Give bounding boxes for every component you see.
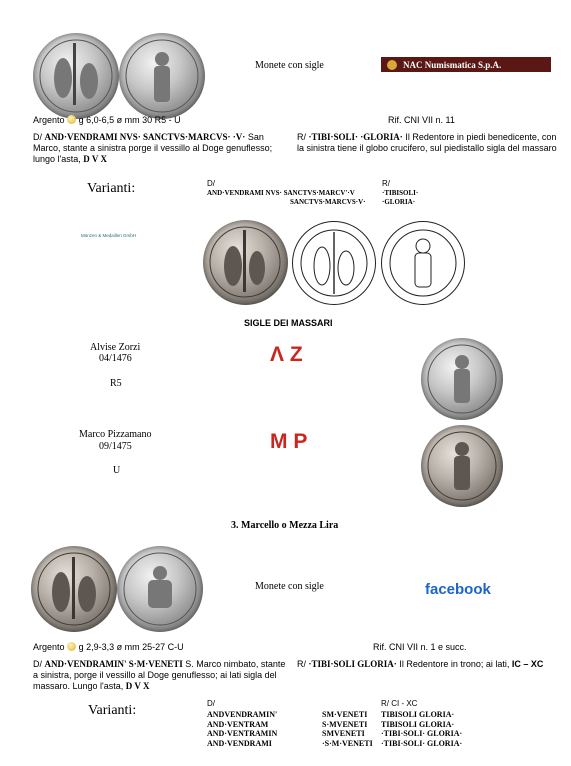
variant-col-doge xyxy=(207,710,277,748)
marcello-obverse-description: D/ AND·VENDRAMIN' S·M·VENETI S. Marco nimbato, stante a sinistra, porge il vessillo al Doge genuflesso; ai lati sigla del massaro. Lungo l'asta, D V X xyxy=(33,659,286,691)
silver-metal-icon xyxy=(67,642,76,651)
massaro-coin-image xyxy=(421,425,503,507)
variant-entry: S·MVENETI xyxy=(322,719,368,729)
variant-entry: ANDVENDRAMIN' xyxy=(207,710,278,719)
marcello-reverse-figure xyxy=(117,546,203,632)
massaro-sigla: Λ Z xyxy=(270,343,303,366)
variant-entry: SMVENETI xyxy=(322,729,365,738)
coin-reverse-figure xyxy=(119,33,205,119)
variant-r-line1: ·TIBISOLI· xyxy=(382,189,419,197)
marcello-rif-reference: Rif. CNI VII n. 1 e succ. xyxy=(373,642,467,652)
marcello-weight-line: Argento g 2,9-3,3 ø mm 25-27 C-U xyxy=(33,642,184,652)
reverse-legend: ·TIBI·SOLI· ·GLORIA· xyxy=(308,132,403,142)
variant-coin-drawing-reverse xyxy=(381,221,465,305)
massaro-sigla: M P xyxy=(270,430,308,453)
coin-obverse-figures xyxy=(33,33,119,119)
marcello-variant-r-label: R/ CI - XC xyxy=(381,699,418,708)
variant-entry: SM·VENETI xyxy=(322,710,368,719)
massaro-name: Alvise Zorzi xyxy=(90,342,141,353)
reverse-description: R/ ·TIBI·SOLI· ·GLORIA· Il Redentore in piedi benedicente, con la sinistra tiene il globo crucifero, sul piedistallo sigla del massaro xyxy=(297,132,557,153)
obverse-legend: AND·VENDRAMI NVS· SANCTVS·MARCVS· ·V· xyxy=(44,132,246,142)
massaro-coin-figure xyxy=(421,338,503,420)
coin-weight-line: Argento g 6,0-6,5 ø mm 30 R5 - U xyxy=(33,115,181,125)
massaro-coin-figure xyxy=(421,425,503,507)
silver-metal-icon xyxy=(67,115,76,124)
rif-reference: Rif. CNI VII n. 11 xyxy=(388,115,455,125)
monete-con-sigle-label-2: Monete con sigle xyxy=(255,581,324,592)
massaro-rarity: U xyxy=(113,465,121,476)
drawing-reverse-lines xyxy=(382,222,464,304)
nac-numismatica-banner[interactable] xyxy=(381,57,551,72)
variant-entry: ·S·M·VENETI xyxy=(322,738,373,748)
marcello-obverse-image xyxy=(31,546,117,632)
massaro-date: 09/1475 xyxy=(99,441,132,452)
coin-obverse-image xyxy=(33,33,119,119)
variant-col-veneti xyxy=(322,710,373,748)
variant-entry: AND·VENDRAMI xyxy=(207,738,272,748)
monete-con-sigle-label: Monete con sigle xyxy=(255,60,324,71)
marcello-obverse-legend: AND·VENDRAMIN' S·M·VENETI xyxy=(44,659,183,669)
sigle-dei-massari-title: SIGLE DEI MASSARI xyxy=(244,318,333,328)
variant-entry: AND·VENTRAMIN xyxy=(207,729,278,738)
marcello-varianti-heading: Varianti: xyxy=(88,703,137,718)
variant-entry: TIBISOLI GLORIA· xyxy=(381,719,455,729)
nac-logo-icon xyxy=(387,60,397,70)
variant-d-label: D/ xyxy=(207,179,215,188)
marcello-variant-d-label: D/ xyxy=(207,699,215,708)
variant-entry: ·TIBI·SOLI· GLORIA· xyxy=(381,729,463,738)
marcello-obverse-figures xyxy=(31,546,117,632)
drawing-obverse-lines xyxy=(293,222,375,304)
marcello-reverse-image xyxy=(117,546,203,632)
variant-d-line1: AND·VENDRAMI NVS· SANCTVS·MARCV'·V xyxy=(207,189,355,197)
massaro-rarity: R5 xyxy=(110,378,122,389)
marcello-section-title: 3. Marcello o Mezza Lira xyxy=(231,520,339,531)
variant-coin-figures xyxy=(203,220,288,305)
nac-label: NAC Numismatica S.p.A. xyxy=(403,59,502,70)
variant-entry: TIBISOLI GLORIA· xyxy=(381,710,455,719)
variant-entry: AND·VENTRAM xyxy=(207,719,269,729)
munzen-medaillen-link[interactable]: Münzen & Medaillen GmbH xyxy=(81,233,137,238)
massaro-date: 04/1476 xyxy=(99,353,132,364)
variant-r-line2: ·GLORIA· xyxy=(382,198,416,206)
massaro-name: Marco Pizzamano xyxy=(79,429,152,440)
marcello-reverse-description: R/ ·TIBI·SOLI GLORIA· Il Redentore in trono; ai lati, IC – XC xyxy=(297,659,544,669)
massaro-coin-image xyxy=(421,338,503,420)
variant-coin-drawing-obverse xyxy=(292,221,376,305)
variant-entry: ·TIBI·SOLI· GLORIA· xyxy=(381,738,463,748)
marcello-reverse-legend: ·TIBI·SOLI GLORIA· xyxy=(308,659,397,669)
variant-r-label: R/ xyxy=(382,179,390,188)
coin-reverse-image xyxy=(119,33,205,119)
variant-coin-photo xyxy=(203,220,288,305)
variant-d-line2: SANCTVS·MARCVS·V· xyxy=(290,198,366,206)
obverse-description: D/ AND·VENDRAMI NVS· SANCTVS·MARCVS· ·V· San Marco, stante a sinistra porge il vessillo al Doge genuflesso; lungo l'asta, D V X xyxy=(33,132,273,164)
variant-col-gloria xyxy=(381,710,462,748)
varianti-heading: Varianti: xyxy=(87,181,136,196)
facebook-link[interactable]: facebook xyxy=(425,581,491,598)
